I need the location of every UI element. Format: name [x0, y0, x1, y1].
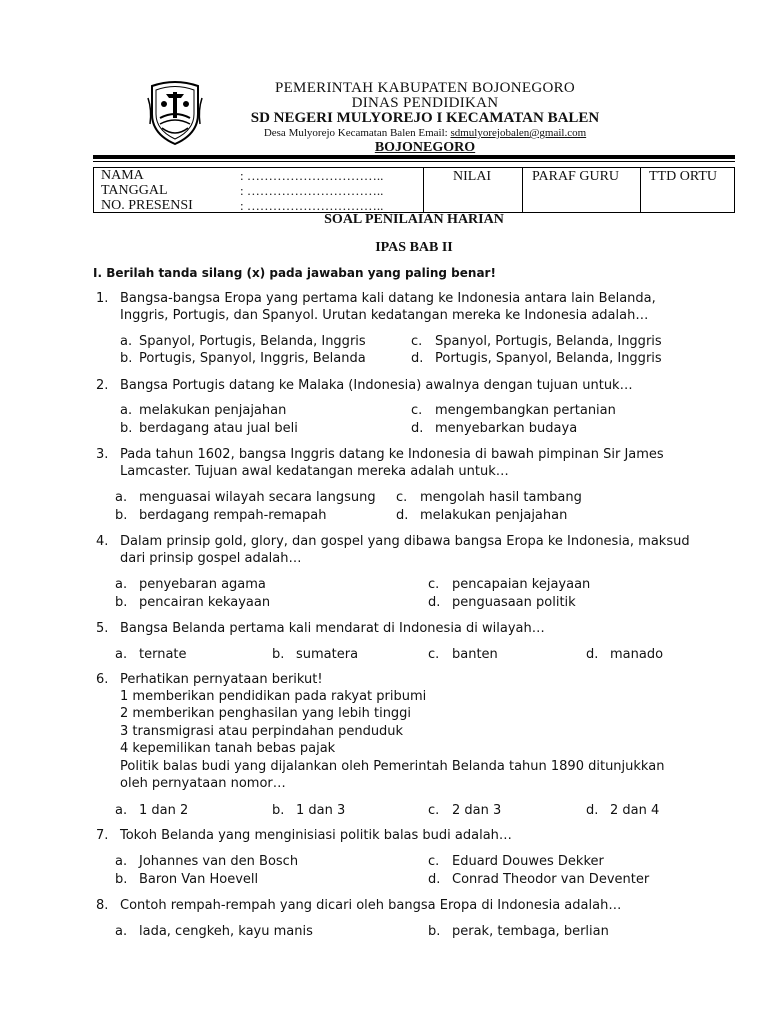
- letterhead-address: [200, 127, 650, 139]
- letterhead-department: DINAS PENDIDIKAN: [351, 95, 499, 111]
- option-letter[interactable]: c.: [428, 647, 440, 662]
- statement-item: 4 kepemilikan tanah bebas pajak: [120, 741, 336, 756]
- option-text[interactable]: melakukan penjajahan: [139, 403, 287, 418]
- question-text: Bangsa Belanda pertama kali mendarat di Indonesia di wilayah…: [120, 621, 545, 636]
- statement-item: 3 transmigrasi atau perpindahan penduduk: [120, 724, 404, 739]
- option-text[interactable]: pencapaian kejayaan: [452, 577, 591, 592]
- question-text: Lamcaster. Tujuan awal kedatangan mereka adalah untuk…: [120, 464, 509, 479]
- question-number: 4.: [96, 534, 109, 549]
- letterhead-school-name: SD NEGERI MULYOREJO I KECAMATAN BALEN: [250, 110, 600, 126]
- option-text[interactable]: melakukan penjajahan: [420, 508, 568, 523]
- statement-item: 2 memberikan penghasilan yang lebih tinggi: [120, 706, 412, 721]
- question-number: 5.: [96, 621, 109, 636]
- letterhead-city: BOJONEGORO: [374, 140, 476, 155]
- option-letter[interactable]: b.: [115, 508, 128, 523]
- score-column-header: NILAI: [453, 169, 492, 184]
- option-text[interactable]: menyebarkan budaya: [435, 421, 578, 436]
- option-letter[interactable]: b.: [120, 421, 133, 436]
- question-number: 8.: [96, 898, 109, 913]
- label-attendance-number: NO. PRESENSI: [101, 198, 193, 213]
- question-number: 6.: [96, 672, 109, 687]
- question-text: Bangsa Portugis datang ke Malaka (Indonesia) awalnya dengan tujuan untuk…: [120, 378, 633, 393]
- question-text: Contoh rempah-rempah yang dicari oleh bangsa Eropa di Indonesia adalah…: [120, 898, 622, 913]
- table-divider: [423, 168, 424, 212]
- name-field[interactable]: : …………………………..: [240, 168, 384, 183]
- option-letter[interactable]: d.: [586, 647, 599, 662]
- option-text[interactable]: Portugis, Spanyol, Belanda, Inggris: [435, 351, 662, 366]
- option-letter[interactable]: a.: [120, 403, 133, 418]
- option-letter[interactable]: b.: [272, 647, 285, 662]
- option-letter[interactable]: c.: [428, 854, 440, 869]
- option-letter[interactable]: b.: [115, 595, 128, 610]
- question-number: 2.: [96, 378, 109, 393]
- option-letter[interactable]: b.: [428, 924, 441, 939]
- option-text[interactable]: penyebaran agama: [139, 577, 266, 592]
- option-letter[interactable]: d.: [411, 351, 424, 366]
- school-emblem-icon: [146, 80, 204, 146]
- question-text: Dalam prinsip gold, glory, dan gospel yang dibawa bangsa Eropa ke Indonesia, maksud: [120, 534, 690, 549]
- option-text[interactable]: berdagang rempah-remapah: [139, 508, 327, 523]
- exam-subject: IPAS BAB II: [375, 240, 453, 255]
- option-text[interactable]: mengolah hasil tambang: [420, 490, 582, 505]
- option-letter[interactable]: a.: [115, 924, 128, 939]
- student-identity-table: [93, 167, 735, 213]
- date-field[interactable]: : …………………………..: [240, 183, 384, 198]
- question-text: Perhatikan pernyataan berikut!: [120, 672, 323, 687]
- option-letter[interactable]: c.: [428, 803, 440, 818]
- option-letter[interactable]: d.: [396, 508, 409, 523]
- option-text[interactable]: Johannes van den Bosch: [139, 854, 299, 869]
- question-text: Politik balas budi yang dijalankan oleh Pemerintah Belanda tahun 1890 ditunjukkan: [120, 759, 665, 774]
- option-letter[interactable]: b.: [120, 351, 133, 366]
- option-text[interactable]: menguasai wilayah secara langsung: [139, 490, 376, 505]
- option-text[interactable]: mengembangkan pertanian: [435, 403, 616, 418]
- option-letter[interactable]: a.: [115, 803, 128, 818]
- table-divider: [522, 168, 523, 212]
- option-letter[interactable]: a.: [115, 490, 128, 505]
- question-text: Bangsa-bangsa Eropa yang pertama kali datang ke Indonesia antara lain Belanda,: [120, 291, 656, 306]
- table-divider: [640, 168, 641, 212]
- option-letter[interactable]: a.: [115, 577, 128, 592]
- option-letter[interactable]: a.: [115, 854, 128, 869]
- option-text[interactable]: pencairan kekayaan: [139, 595, 271, 610]
- question-number: 1.: [96, 291, 109, 306]
- email-link[interactable]: sdmulyorejobalen@gmail.com: [450, 127, 587, 139]
- option-letter[interactable]: b.: [272, 803, 285, 818]
- address-text: Desa Mulyorejo Kecamatan Balen Email:: [263, 127, 451, 139]
- option-text[interactable]: 2 dan 4: [610, 803, 660, 818]
- question-text: Tokoh Belanda yang menginisiasi politik balas budi adalah…: [120, 828, 512, 843]
- option-letter[interactable]: d.: [411, 421, 424, 436]
- option-letter[interactable]: d.: [428, 595, 441, 610]
- question-number: 3.: [96, 447, 109, 462]
- option-text[interactable]: Spanyol, Portugis, Belanda, Inggris: [435, 334, 662, 349]
- option-letter[interactable]: c.: [411, 403, 423, 418]
- option-text[interactable]: perak, tembaga, berlian: [452, 924, 609, 939]
- option-text[interactable]: manado: [610, 647, 664, 662]
- option-text[interactable]: 2 dan 3: [452, 803, 502, 818]
- attendance-number-field[interactable]: : …………………………..: [240, 198, 384, 213]
- question-text: Pada tahun 1602, bangsa Inggris datang ke Indonesia di bawah pimpinan Sir James: [120, 447, 664, 462]
- question-text: dari prinsip gospel adalah…: [120, 551, 302, 566]
- option-text[interactable]: sumatera: [296, 647, 359, 662]
- letterhead-rule-thin: [93, 161, 735, 162]
- option-letter[interactable]: c.: [411, 334, 423, 349]
- option-text[interactable]: Spanyol, Portugis, Belanda, Inggris: [139, 334, 366, 349]
- option-text[interactable]: Conrad Theodor van Deventer: [452, 872, 650, 887]
- option-text[interactable]: berdagang atau jual beli: [139, 421, 298, 436]
- option-text[interactable]: Eduard Douwes Dekker: [452, 854, 604, 869]
- option-text[interactable]: ternate: [139, 647, 187, 662]
- label-name: NAMA: [101, 168, 144, 183]
- label-date: TANGGAL: [101, 183, 168, 198]
- teacher-initial-column-header: PARAF GURU: [532, 169, 620, 184]
- statement-item: 1 memberikan pendidikan pada rakyat pribumi: [120, 689, 427, 704]
- option-text[interactable]: Baron Van Hoevell: [139, 872, 259, 887]
- option-letter[interactable]: d.: [586, 803, 599, 818]
- option-text[interactable]: Portugis, Spanyol, Inggris, Belanda: [139, 351, 366, 366]
- option-letter[interactable]: d.: [428, 872, 441, 887]
- option-letter[interactable]: a.: [120, 334, 133, 349]
- exam-title: SOAL PENILAIAN HARIAN: [324, 212, 504, 227]
- option-letter[interactable]: a.: [115, 647, 128, 662]
- option-letter[interactable]: b.: [115, 872, 128, 887]
- question-number: 7.: [96, 828, 109, 843]
- option-text[interactable]: 1 dan 3: [296, 803, 346, 818]
- option-text[interactable]: lada, cengkeh, kayu manis: [139, 924, 313, 939]
- letterhead-rule-thick: [93, 155, 735, 159]
- question-text: oleh pernyataan nomor…: [120, 776, 286, 791]
- option-text[interactable]: banten: [452, 647, 498, 662]
- letterhead-government: PEMERINTAH KABUPATEN BOJONEGORO: [274, 80, 576, 96]
- question-text: Inggris, Portugis, dan Spanyol. Urutan kedatangan mereka ke Indonesia adalah…: [120, 308, 649, 323]
- option-text[interactable]: penguasaan politik: [452, 595, 576, 610]
- option-letter[interactable]: c.: [428, 577, 440, 592]
- option-text[interactable]: 1 dan 2: [139, 803, 189, 818]
- option-letter[interactable]: c.: [396, 490, 408, 505]
- parent-signature-column-header: TTD ORTU: [649, 169, 717, 184]
- instruction-text: I. Berilah tanda silang (x) pada jawaban yang paling benar!: [93, 266, 496, 280]
